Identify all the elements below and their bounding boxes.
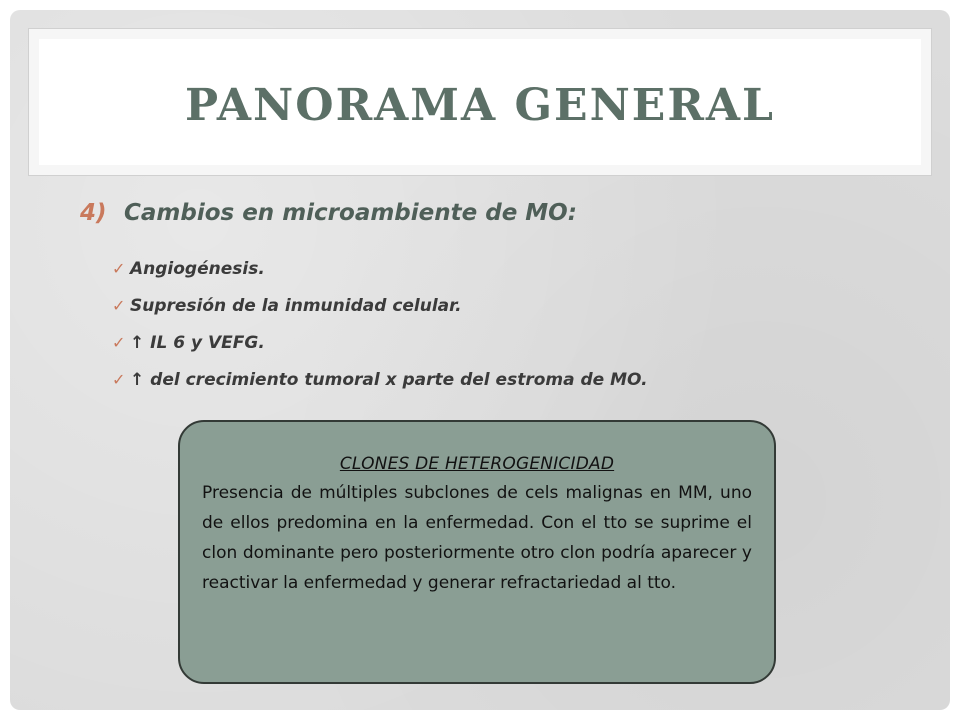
bullet-item — [112, 324, 648, 361]
checkmark-icon: ✓ — [112, 296, 126, 315]
bullet-text: ↑ del crecimiento tumoral x parte del estroma de MO. — [130, 369, 648, 390]
slide — [10, 10, 950, 710]
bullet-item — [112, 361, 648, 398]
bullet-text: ↑ IL 6 y VEFG. — [130, 332, 265, 353]
bullet-text: Supresión de la inmunidad celular. — [130, 295, 462, 316]
bullet-text: Angiogénesis. — [130, 258, 265, 279]
bullet-item — [112, 287, 648, 324]
checkmark-icon: ✓ — [112, 370, 126, 389]
callout-title: CLONES DE HETEROGENICIDAD — [339, 454, 615, 474]
checkmark-icon: ✓ — [112, 259, 126, 278]
sub-bullet-list — [112, 250, 648, 398]
title-band — [28, 28, 932, 176]
checkmark-icon: ✓ — [112, 333, 126, 352]
callout-box — [178, 420, 776, 684]
title-panel — [39, 39, 921, 165]
bullet-item — [112, 250, 648, 287]
main-list-item — [80, 200, 577, 226]
slide-title: PANORAMA GENERAL — [185, 79, 775, 131]
main-item-text: Cambios en microambiente de MO: — [124, 200, 577, 226]
callout-body: Presencia de múltiples subclones de cels malignas en MM, uno de ellos predomina en la enfermedad. Con el tto se suprime el clon dominante pero posteriormente otro clon podría aparecer y reactivar la enfermedad y generar refractariedad al tto. — [202, 483, 752, 593]
list-number: 4) — [80, 200, 107, 226]
